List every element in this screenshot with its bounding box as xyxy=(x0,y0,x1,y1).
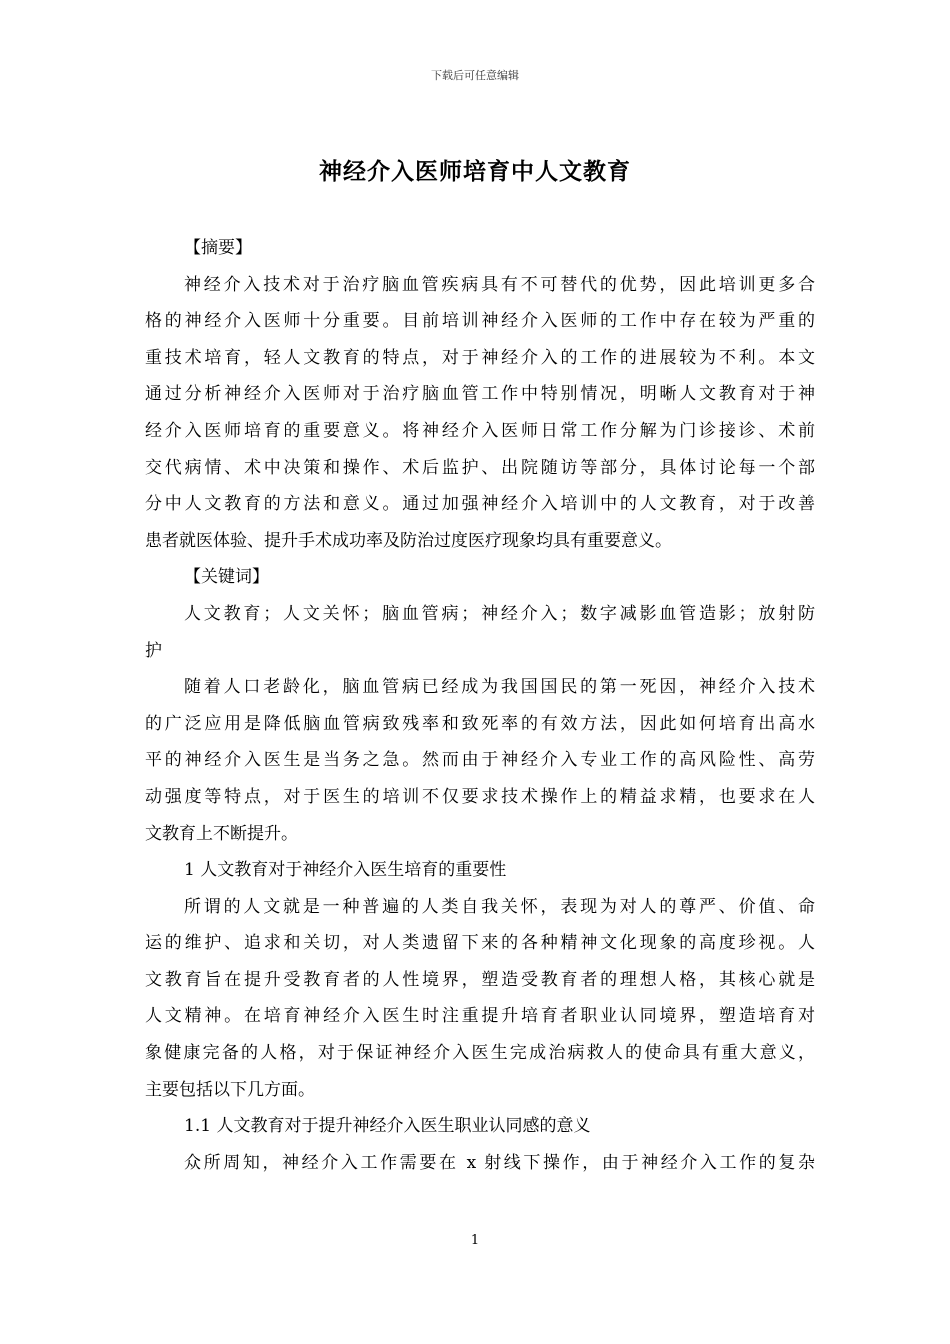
body-line: 运的维护、追求和关切，对人类遗留下来的各种精神文化现象的高度珍视。人 xyxy=(145,933,815,954)
body-line: 1.1 人文教育对于提升神经介入医生职业认同感的意义 xyxy=(184,1116,591,1137)
page-number: 1 xyxy=(470,1233,480,1248)
body-line: 随着人口老龄化，脑血管病已经成为我国国民的第一死因，神经介入技术 xyxy=(184,677,815,698)
page-header-note: 下载后可任意编辑 xyxy=(431,69,519,82)
body-line: 所谓的人文就是一种普遍的人类自我关怀，表现为对人的尊严、价值、命 xyxy=(184,896,815,917)
body-line: 神经介入技术对于治疗脑血管疾病具有不可替代的优势，因此培训更多合 xyxy=(184,274,815,295)
body-line: 重技术培育，轻人文教育的特点，对于神经介入的工作的进展较为不利。本文 xyxy=(145,347,815,368)
body-line: 众所周知，神经介入工作需要在 x 射线下操作，由于神经介入工作的复杂 xyxy=(184,1152,815,1173)
body-line: 1 人文教育对于神经介入医生培育的重要性 xyxy=(184,860,507,881)
body-line: 通过分析神经介入医师对于治疗脑血管工作中特别情况，明晰人文教育对于神 xyxy=(145,384,815,405)
body-line: 分中人文教育的方法和意义。通过加强神经介入培训中的人文教育，对于改善 xyxy=(145,494,815,515)
body-line: 人文教育；人文关怀；脑血管病；神经介入；数字减影血管造影；放射防 xyxy=(184,603,815,624)
body-line: 动强度等特点，对于医生的培训不仅要求技术操作上的精益求精，也要求在人 xyxy=(145,786,815,807)
body-line: 【关键词】 xyxy=(184,567,269,588)
body-line: 象健康完备的人格，对于保证神经介入医生完成治病救人的使命具有重大意义， xyxy=(145,1043,815,1064)
body-line: 护 xyxy=(145,640,162,661)
body-line: 患者就医体验、提升手术成功率及防治过度医疗现象均具有重要意义。 xyxy=(145,530,672,551)
body-line: 主要包括以下几方面。 xyxy=(145,1079,315,1100)
body-line: 格的神经介入医师十分重要。目前培训神经介入医师的工作中存在较为严重的 xyxy=(145,311,815,332)
document-title: 神经介入医师培育中人文教育 xyxy=(319,158,631,185)
body-line: 的广泛应用是降低脑血管病致残率和致死率的有效方法，因此如何培育出高水 xyxy=(145,713,815,734)
document-body xyxy=(145,230,815,1181)
body-line: 平的神经介入医生是当务之急。然而由于神经介入专业工作的高风险性、高劳 xyxy=(145,750,815,771)
body-line: 经介入医师培育的重要意义。将神经介入医师日常工作分解为门诊接诊、术前 xyxy=(145,420,815,441)
body-line: 人文精神。在培育神经介入医生时注重提升培育者职业认同境界，塑造培育对 xyxy=(145,1006,815,1027)
body-line: 文教育旨在提升受教育者的人性境界，塑造受教育者的理想人格，其核心就是 xyxy=(145,969,815,990)
body-line: 交代病情、术中决策和操作、术后监护、出院随访等部分，具体讨论每一个部 xyxy=(145,457,815,478)
body-line: 【摘要】 xyxy=(184,238,252,258)
body-line: 文教育上不断提升。 xyxy=(145,823,298,844)
